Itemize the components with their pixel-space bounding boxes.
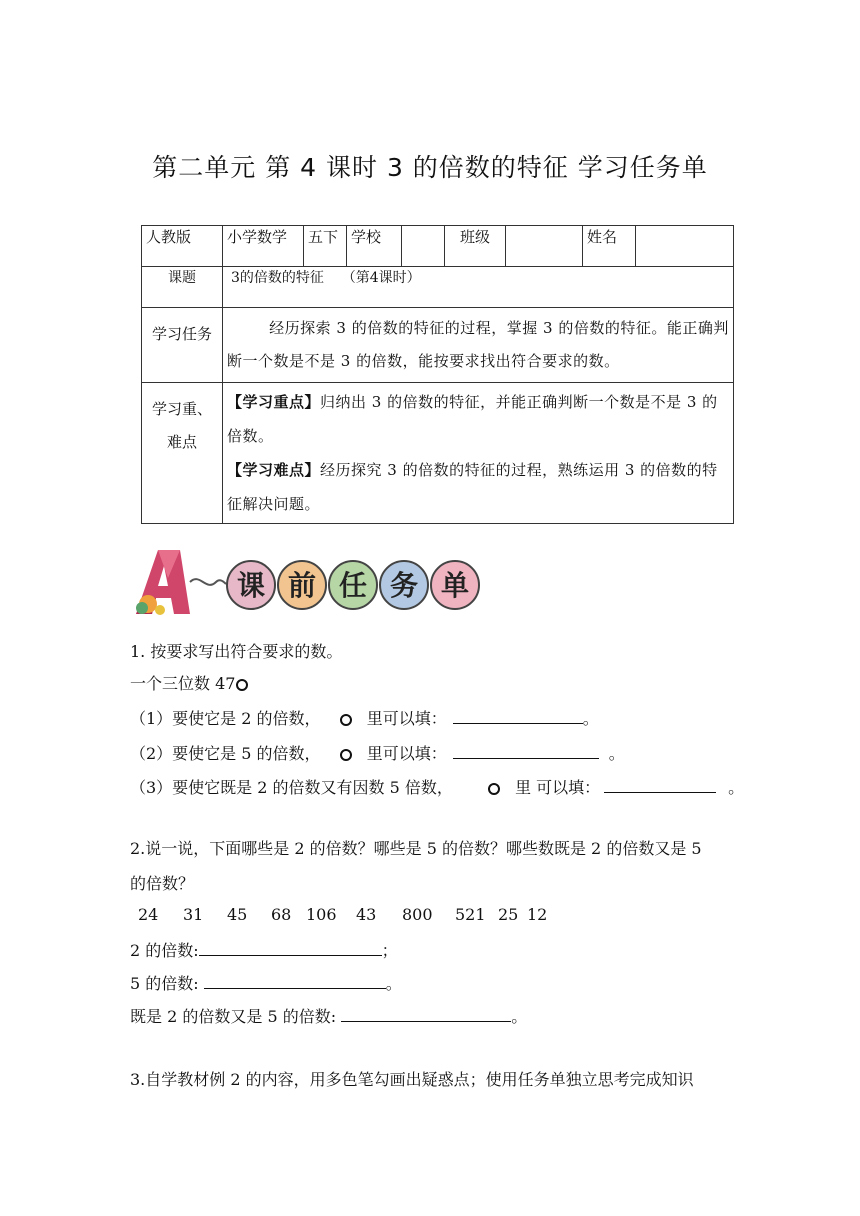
blank-circle-icon xyxy=(340,714,352,726)
subject-cell: 小学数学 xyxy=(223,226,304,267)
topic-value: 3的倍数的特征 （第4课时） xyxy=(223,267,734,308)
focus-value xyxy=(223,383,734,524)
q1-part1 xyxy=(130,706,599,729)
number-item: 31 xyxy=(183,905,204,924)
q1-part2-answer-blank[interactable] xyxy=(453,744,599,759)
key-point-text: 归纳出 3 的倍数的特征，并能正确判断一个数是不是 3 的倍数。 xyxy=(227,393,718,445)
banner-char-5: 单 xyxy=(430,560,480,610)
q2-answer3-blank[interactable] xyxy=(341,1007,511,1022)
q2-answer2 xyxy=(130,971,402,994)
number-item: 43 xyxy=(356,905,377,924)
blank-circle-icon xyxy=(340,749,352,761)
q1-part3-fill-label: 里 可以填： xyxy=(515,778,601,797)
number-item: 12 xyxy=(527,905,548,924)
focus-label-line2: 难点 xyxy=(166,433,197,451)
page-title: 第二单元 第 4 课时 3 的倍数的特征 学习任务单 xyxy=(152,153,708,182)
q1-part1-end: 。 xyxy=(582,709,599,728)
number-item: 68 xyxy=(271,905,292,924)
q1-part3 xyxy=(130,775,744,798)
difficulty-text: 经历探究 3 的倍数的特征的过程，熟练运用 3 的倍数的特征解决问题。 xyxy=(227,461,718,513)
school-label: 学校 xyxy=(347,226,402,267)
class-label: 班级 xyxy=(445,226,506,267)
q1-part3-answer-blank[interactable] xyxy=(604,778,716,793)
number-item: 521 xyxy=(455,905,486,924)
grade-cell: 五下 xyxy=(304,226,347,267)
q2-answer1 xyxy=(130,938,398,961)
q1-part3-end: 。 xyxy=(728,778,745,797)
info-row-task xyxy=(142,308,734,383)
banner-char-3: 任 xyxy=(328,560,378,610)
q2-answer3-end: 。 xyxy=(511,1007,528,1026)
banner-char-2: 前 xyxy=(277,560,327,610)
info-row-header xyxy=(142,226,734,267)
blank-circle-icon xyxy=(488,783,500,795)
task-value: 经历探索 3 的倍数的特征的过程，掌握 3 的倍数的特征。能正确判断一个数是不是 3 的倍数，能按要求找出符合要求的数。 xyxy=(223,308,734,383)
q1-stem-text: 一个三位数 47 xyxy=(130,674,236,693)
banner-char-4: 务 xyxy=(379,560,429,610)
focus-label-line1: 学习重、 xyxy=(151,400,212,418)
q2-answer2-label: 5 的倍数: xyxy=(130,974,204,993)
q1-part3-text: （3）要使它既是 2 的倍数又有因数 5 倍数， xyxy=(130,778,453,797)
q2-answer2-blank[interactable] xyxy=(204,974,386,989)
school-value[interactable] xyxy=(402,226,445,267)
number-item: 25 xyxy=(498,905,519,924)
number-item: 24 xyxy=(138,905,159,924)
number-item: 800 xyxy=(402,905,433,924)
topic-label: 课题 xyxy=(142,267,223,308)
q2-line2: 的倍数？ xyxy=(130,874,195,893)
class-value[interactable] xyxy=(506,226,583,267)
focus-label xyxy=(142,383,223,524)
info-row-topic xyxy=(142,267,734,308)
q1-part1-fill-label: 里可以填： xyxy=(366,709,447,728)
q1-part2-fill-label: 里可以填： xyxy=(366,744,447,763)
blank-circle-icon xyxy=(236,679,248,691)
q2-number-list xyxy=(138,905,547,924)
q1-part2-end: 。 xyxy=(608,744,625,763)
name-value[interactable] xyxy=(636,226,734,267)
number-item: 106 xyxy=(306,905,337,924)
name-label: 姓名 xyxy=(583,226,636,267)
section-banner xyxy=(128,548,488,620)
key-point-tag: 【学习重点】 xyxy=(227,393,321,411)
q1-stem xyxy=(130,671,252,694)
banner-char-1: 课 xyxy=(226,560,276,610)
info-row-focus xyxy=(142,383,734,524)
q2-answer1-blank[interactable] xyxy=(199,941,382,956)
number-item: 45 xyxy=(227,905,248,924)
q2-answer3-label: 既是 2 的倍数又是 5 的倍数: xyxy=(130,1007,342,1026)
q2-answer3 xyxy=(130,1004,527,1027)
difficulty-tag: 【学习难点】 xyxy=(227,461,321,479)
q2-answer1-end: ； xyxy=(381,941,398,960)
q1-part2 xyxy=(130,741,625,764)
edition-cell: 人教版 xyxy=(142,226,223,267)
q1-part1-answer-blank[interactable] xyxy=(453,709,583,724)
q2-line1: 2.说一说，下面哪些是 2 的倍数？哪些是 5 的倍数？哪些数既是 2 的倍数又是 5 xyxy=(130,839,702,858)
letter-a-logo xyxy=(128,548,238,620)
q1-title: 1. 按要求写出符合要求的数。 xyxy=(130,642,343,661)
q1-part2-text: （2）要使它是 5 的倍数， xyxy=(130,744,321,763)
task-label: 学习任务 xyxy=(142,308,223,383)
q2-answer1-label: 2 的倍数: xyxy=(130,941,199,960)
q3-line1: 3.自学教材例 2 的内容，用多色笔勾画出疑惑点；使用任务单独立思考完成知识 xyxy=(130,1070,694,1089)
q2-answer2-end: 。 xyxy=(385,974,402,993)
q1-part1-text: （1）要使它是 2 的倍数， xyxy=(130,709,321,728)
info-table xyxy=(141,225,734,524)
